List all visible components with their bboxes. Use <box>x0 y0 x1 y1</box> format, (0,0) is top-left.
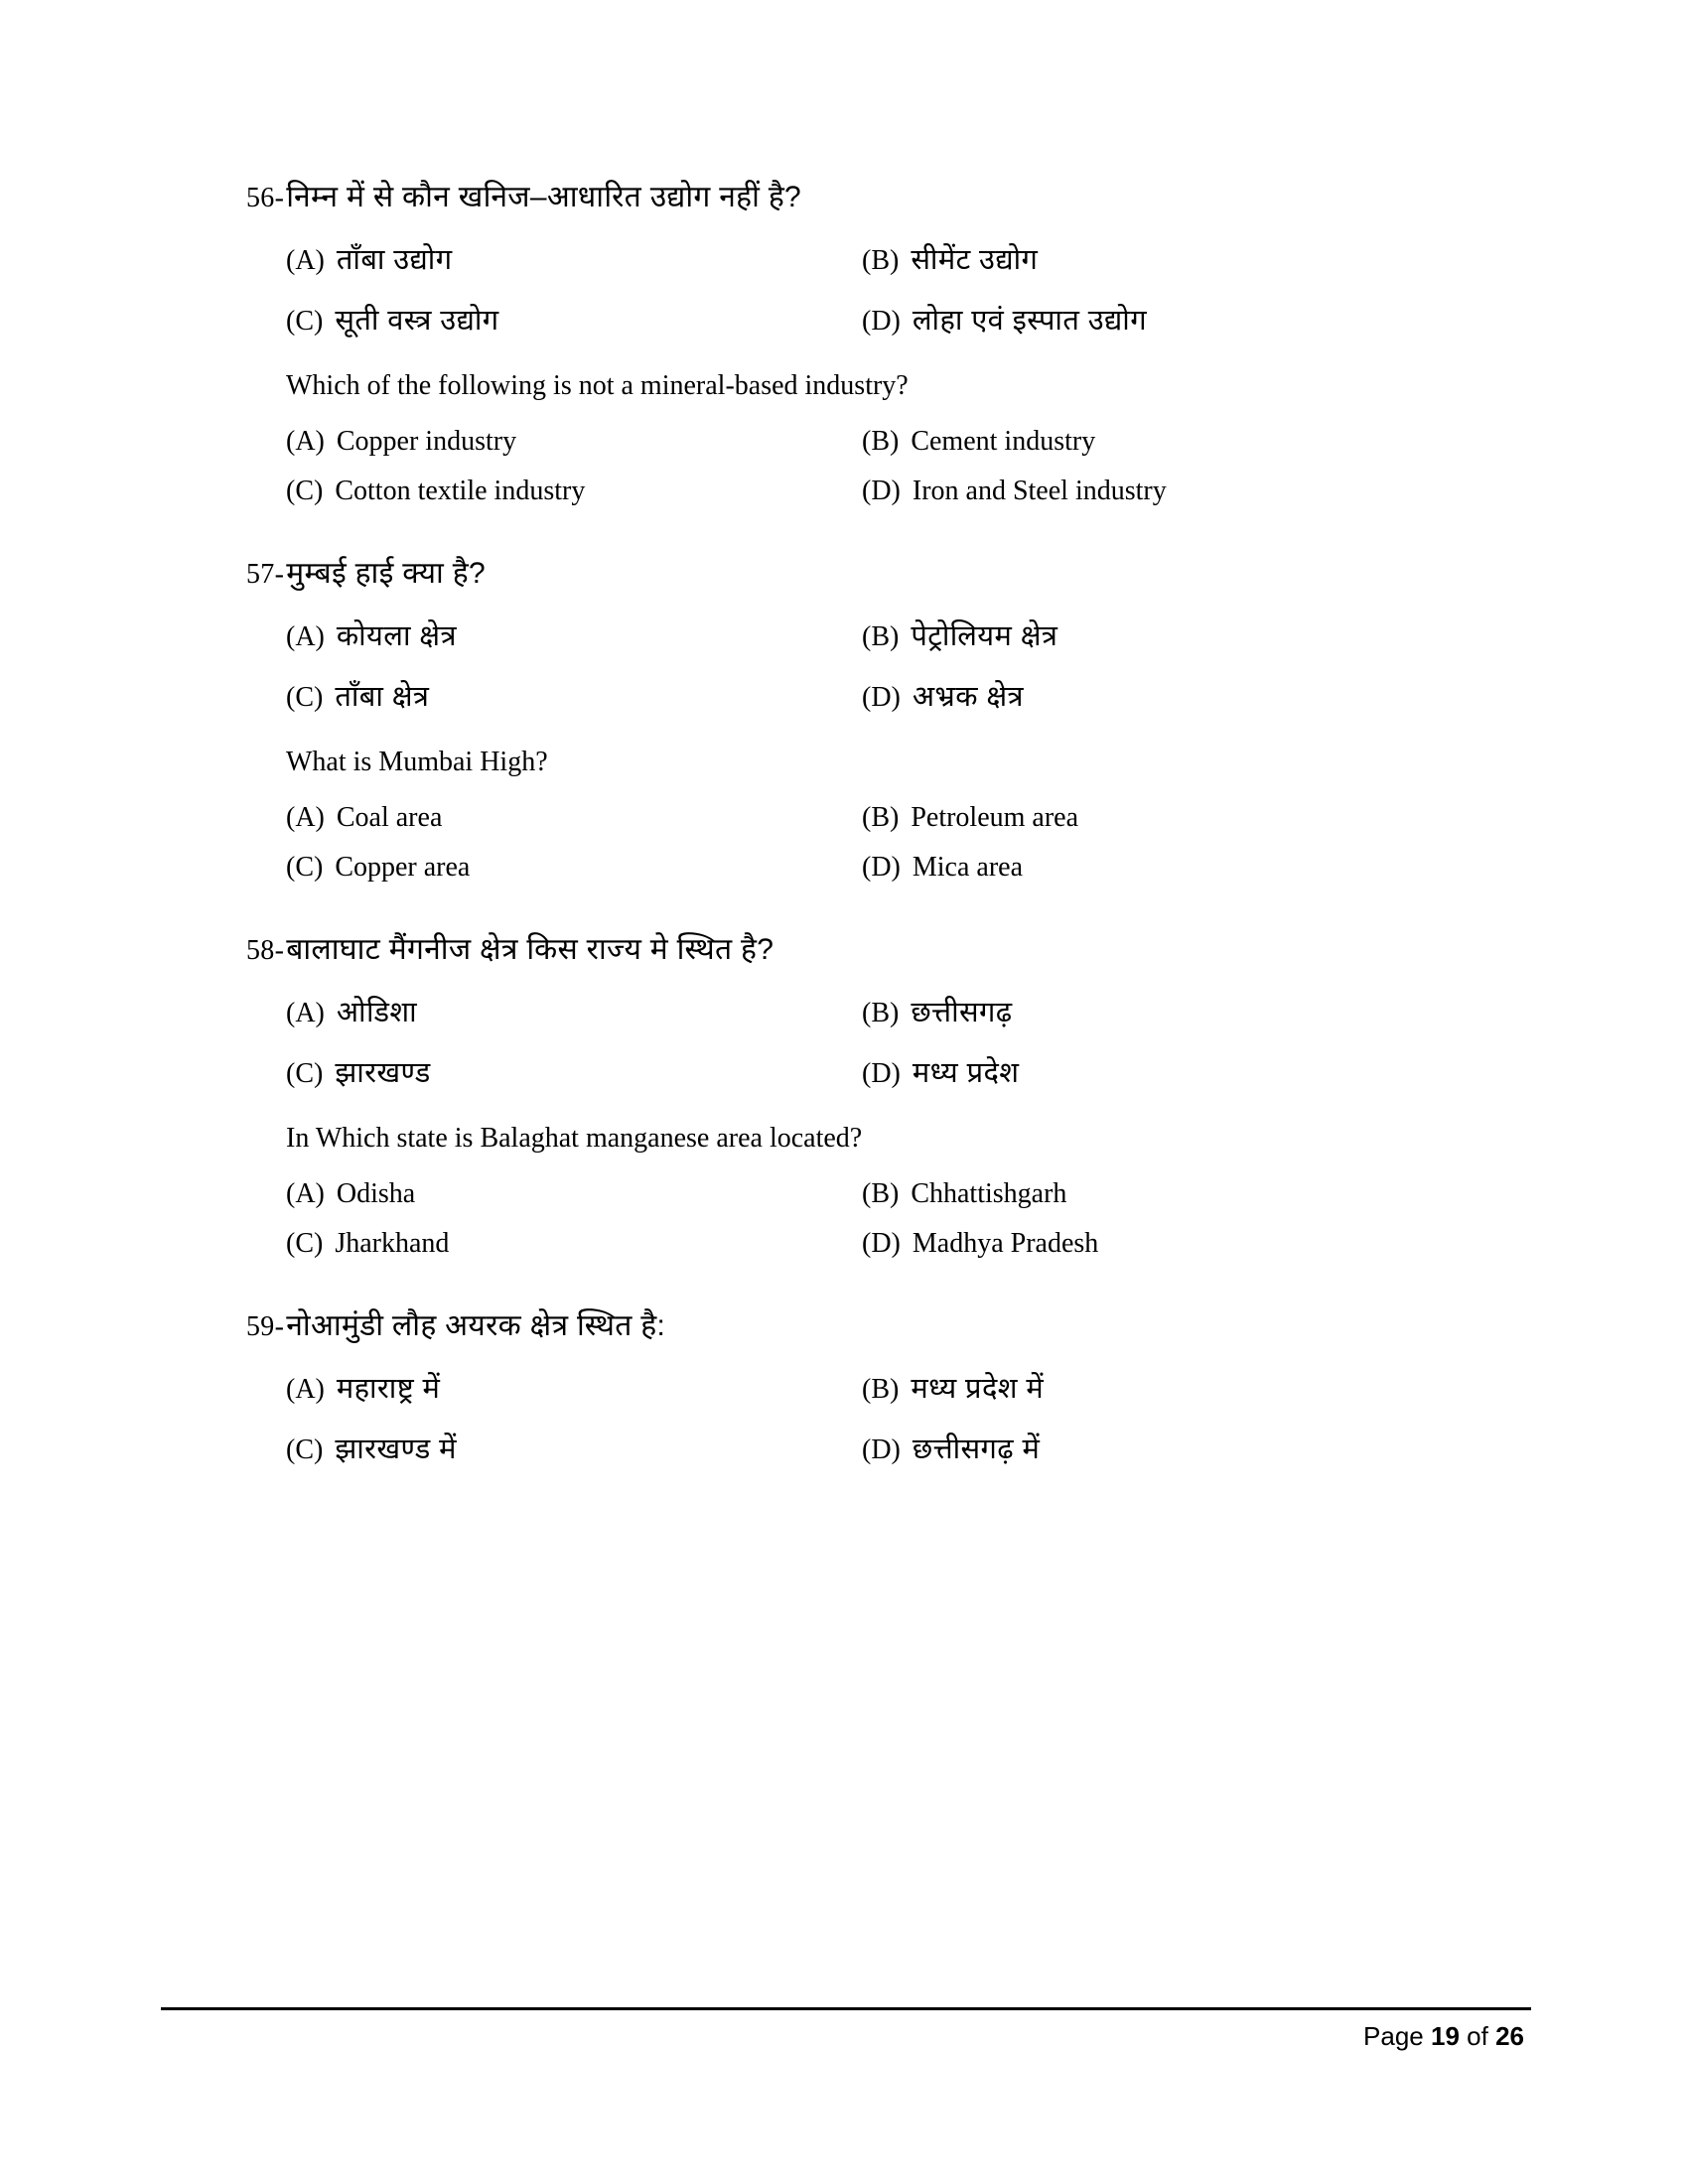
page-current-number: 19 <box>1431 2021 1460 2051</box>
option-key: (C) <box>286 305 324 337</box>
question-number: 58- <box>246 934 285 966</box>
option-label: Coal area <box>336 801 443 833</box>
option-row <box>246 1052 1468 1091</box>
page-label-prefix: Page <box>1363 2021 1424 2051</box>
option-key: (A) <box>286 620 325 652</box>
option-row <box>246 615 1468 654</box>
option-row <box>246 676 1468 715</box>
option-d[interactable] <box>862 300 1468 339</box>
option-a-en[interactable] <box>246 802 862 834</box>
option-d-en[interactable] <box>862 476 1468 507</box>
option-label: Madhya Pradesh <box>912 1227 1099 1259</box>
option-d[interactable] <box>862 1429 1468 1467</box>
option-row <box>246 852 1468 884</box>
question-list <box>246 177 1468 1513</box>
question-number: 57- <box>246 558 285 590</box>
option-key: (A) <box>286 1177 325 1209</box>
option-label: Copper industry <box>336 425 517 457</box>
option-label: Iron and Steel industry <box>912 475 1167 506</box>
option-row <box>246 1228 1468 1260</box>
question-hindi-text: निम्न में से कौन खनिज–आधारित उद्योग नहीं है? <box>286 181 802 213</box>
english-options <box>246 802 1468 884</box>
option-row <box>246 239 1468 278</box>
option-key: (B) <box>862 801 900 833</box>
hindi-options <box>246 1368 1468 1467</box>
option-label: Cotton textile industry <box>335 475 586 506</box>
option-label: झारखण्ड में <box>335 1433 457 1465</box>
option-key: (B) <box>862 1177 900 1209</box>
option-key: (D) <box>862 1057 901 1089</box>
question-hindi-text: बालाघाट मैंगनीज क्षेत्र किस राज्य मे स्थित है? <box>286 932 774 966</box>
option-label: ताँबा क्षेत्र <box>335 680 430 713</box>
option-row <box>246 426 1468 458</box>
option-b-en[interactable] <box>862 426 1468 458</box>
question-hindi-heading <box>246 1305 1468 1348</box>
option-label: कोयला क्षेत्र <box>336 619 457 652</box>
option-label: महाराष्ट्र में <box>336 1372 441 1405</box>
option-label: झारखण्ड <box>335 1056 431 1089</box>
option-row <box>246 476 1468 507</box>
option-c[interactable] <box>246 1429 862 1467</box>
option-b-en[interactable] <box>862 802 1468 834</box>
option-label: अभ्रक क्षेत्र <box>912 680 1024 713</box>
option-row <box>246 1429 1468 1467</box>
option-b[interactable] <box>862 615 1468 654</box>
question-hindi-heading <box>246 929 1468 972</box>
option-a[interactable] <box>246 615 862 654</box>
question-block-58 <box>246 929 1468 1260</box>
page-label-middle: of <box>1467 2021 1488 2051</box>
option-key: (D) <box>862 851 901 883</box>
option-key: (D) <box>862 1433 901 1465</box>
option-label: Chhattishgarh <box>911 1177 1067 1209</box>
option-key: (C) <box>286 1433 324 1465</box>
option-key: (C) <box>286 1057 324 1089</box>
page-total-number: 26 <box>1495 2021 1524 2051</box>
question-hindi-heading <box>246 553 1468 596</box>
option-label: ताँबा उद्योग <box>336 243 453 276</box>
option-a[interactable] <box>246 1368 862 1407</box>
option-key: (D) <box>862 475 901 506</box>
option-key: (D) <box>862 1227 901 1259</box>
option-c-en[interactable] <box>246 1228 862 1260</box>
question-block-59 <box>246 1305 1468 1467</box>
question-hindi-text: मुम्बई हाई क्या है? <box>286 556 486 590</box>
option-label: Jharkhand <box>335 1227 450 1259</box>
english-options <box>246 426 1468 507</box>
option-row <box>246 802 1468 834</box>
question-number: 56- <box>246 183 285 213</box>
hindi-options <box>246 615 1468 715</box>
question-number: 59- <box>246 1310 285 1342</box>
option-key: (A) <box>286 244 325 276</box>
option-label: पेट्रोलियम क्षेत्र <box>911 619 1058 652</box>
question-hindi-heading <box>246 177 1468 219</box>
hindi-options <box>246 992 1468 1091</box>
option-label: छत्तीसगढ़ में <box>912 1433 1041 1465</box>
option-c[interactable] <box>246 676 862 715</box>
option-key: (A) <box>286 1373 325 1405</box>
page-number-footer <box>1363 2021 1524 2052</box>
option-a[interactable] <box>246 992 862 1030</box>
option-label: सीमेंट उद्योग <box>911 243 1039 276</box>
question-english-text: In Which state is Balaghat manganese area located? <box>286 1122 863 1154</box>
option-label: छत्तीसगढ़ <box>911 996 1013 1028</box>
question-english-text: Which of the following is not a mineral-based industry? <box>286 369 909 401</box>
option-label: मध्य प्रदेश <box>912 1056 1020 1089</box>
option-d[interactable] <box>862 1052 1468 1091</box>
english-options <box>246 1178 1468 1260</box>
option-key: (B) <box>862 620 900 652</box>
option-b[interactable] <box>862 239 1468 278</box>
option-b-en[interactable] <box>862 1178 1468 1210</box>
option-key: (B) <box>862 244 900 276</box>
question-block-56 <box>246 177 1468 507</box>
option-label: सूती वस्त्र उद्योग <box>335 304 499 337</box>
option-key: (B) <box>862 997 900 1028</box>
option-b[interactable] <box>862 1368 1468 1407</box>
option-a[interactable] <box>246 239 862 278</box>
option-label: Mica area <box>912 851 1024 883</box>
option-b[interactable] <box>862 992 1468 1030</box>
option-row <box>246 992 1468 1030</box>
option-d-en[interactable] <box>862 1228 1468 1260</box>
question-english-text: What is Mumbai High? <box>286 746 548 777</box>
option-c[interactable] <box>246 300 862 339</box>
option-key: (B) <box>862 425 900 457</box>
option-row <box>246 1368 1468 1407</box>
option-a-en[interactable] <box>246 426 862 458</box>
option-label: Cement industry <box>911 425 1096 457</box>
option-label: Copper area <box>335 851 471 883</box>
option-key: (A) <box>286 997 325 1028</box>
option-key: (C) <box>286 681 324 713</box>
question-block-57 <box>246 553 1468 884</box>
option-label: ओडिशा <box>336 996 417 1028</box>
option-c-en[interactable] <box>246 476 862 507</box>
option-label: लोहा एवं इस्पात उद्योग <box>912 304 1147 337</box>
option-d[interactable] <box>862 676 1468 715</box>
footer-divider <box>161 2007 1531 2010</box>
question-hindi-text: नोआमुंडी लौह अयरक क्षेत्र स्थित है: <box>286 1308 666 1342</box>
option-key: (B) <box>862 1373 900 1405</box>
option-row <box>246 300 1468 339</box>
option-key: (D) <box>862 305 901 337</box>
option-label: Petroleum area <box>911 801 1079 833</box>
option-c-en[interactable] <box>246 852 862 884</box>
option-label: Odisha <box>336 1177 416 1209</box>
option-key: (A) <box>286 801 325 833</box>
option-key: (A) <box>286 425 325 457</box>
hindi-options <box>246 239 1468 339</box>
option-d-en[interactable] <box>862 852 1468 884</box>
option-key: (C) <box>286 1227 324 1259</box>
option-key: (C) <box>286 475 324 506</box>
option-key: (C) <box>286 851 324 883</box>
option-a-en[interactable] <box>246 1178 862 1210</box>
option-c[interactable] <box>246 1052 862 1091</box>
option-row <box>246 1178 1468 1210</box>
option-label: मध्य प्रदेश में <box>911 1372 1045 1405</box>
option-key: (D) <box>862 681 901 713</box>
